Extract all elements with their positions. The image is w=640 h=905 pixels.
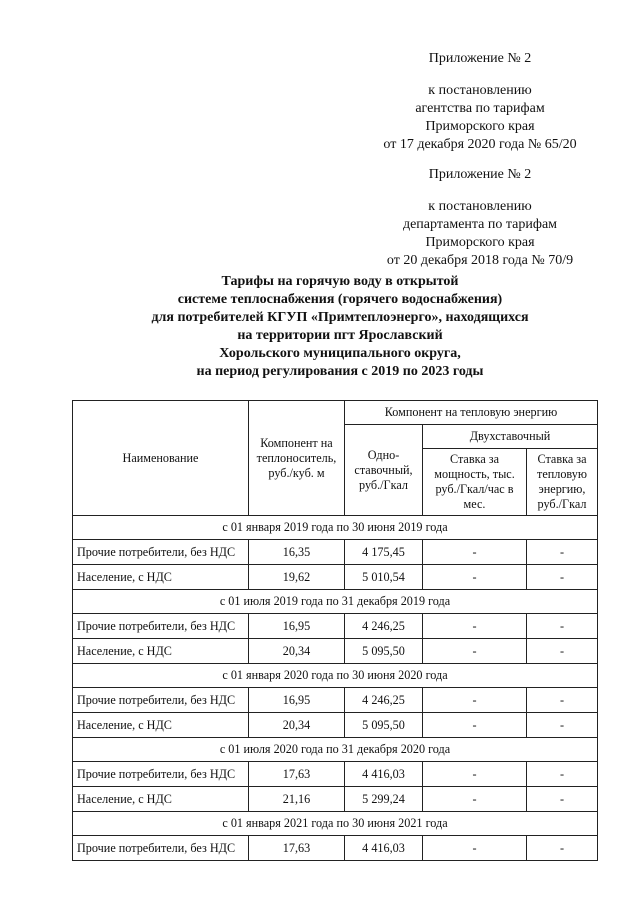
capacity-rate-cell: - <box>423 614 527 639</box>
one-rate-tariff-cell: 5 010,54 <box>345 565 423 590</box>
carrier-tariff-cell: 20,34 <box>249 713 345 738</box>
table-row <box>73 565 598 590</box>
energy-rate-cell: - <box>527 787 598 812</box>
header-carrier: Компонент на теплоноситель, руб./куб. м <box>249 401 345 516</box>
capacity-rate-cell: - <box>423 639 527 664</box>
title-line: для потребителей КГУП «Примтеплоэнерго», находящихся <box>151 310 529 325</box>
header-two-rate-group: Двухставочный <box>423 425 598 449</box>
period-row <box>73 812 598 836</box>
consumer-name-cell: Прочие потребители, без НДС <box>73 688 249 713</box>
title-line: Тарифы на горячую воду в открытой <box>221 274 459 289</box>
period-row <box>73 738 598 762</box>
one-rate-tariff-cell: 4 416,03 <box>345 762 423 787</box>
period-row <box>73 590 598 614</box>
energy-rate-cell: - <box>527 614 598 639</box>
energy-rate-cell: - <box>527 762 598 787</box>
period-row <box>73 664 598 688</box>
table-row <box>73 540 598 565</box>
capacity-rate-cell: - <box>423 762 527 787</box>
energy-rate-cell: - <box>527 639 598 664</box>
carrier-tariff-cell: 17,63 <box>249 762 345 787</box>
appendix-line: Приморского края <box>425 235 535 250</box>
appendix-line: от 17 декабря 2020 года № 65/20 <box>383 137 577 152</box>
table-row <box>73 787 598 812</box>
table-row <box>73 688 598 713</box>
one-rate-tariff-cell: 4 416,03 <box>345 836 423 861</box>
table-row <box>73 762 598 787</box>
header-capacity-rate: Ставка за мощность, тыс. руб./Гкал/час в мес. <box>423 449 527 516</box>
header-name: Наименование <box>73 401 249 516</box>
header-energy-rate: Ставка за тепловую энергию, руб./Гкал <box>527 449 598 516</box>
consumer-name-cell: Прочие потребители, без НДС <box>73 762 249 787</box>
header-energy-group: Компонент на тепловую энергию <box>345 401 598 425</box>
carrier-tariff-cell: 16,95 <box>249 614 345 639</box>
energy-rate-cell: - <box>527 565 598 590</box>
consumer-name-cell: Население, с НДС <box>73 713 249 738</box>
one-rate-tariff-cell: 4 246,25 <box>345 688 423 713</box>
document-title <box>90 273 590 381</box>
consumer-name-cell: Население, с НДС <box>73 565 249 590</box>
consumer-name-cell: Население, с НДС <box>73 787 249 812</box>
energy-rate-cell: - <box>527 688 598 713</box>
one-rate-tariff-cell: 4 246,25 <box>345 614 423 639</box>
carrier-tariff-cell: 16,95 <box>249 688 345 713</box>
table-row <box>73 836 598 861</box>
energy-rate-cell: - <box>527 836 598 861</box>
appendix-heading: Приложение № 2 <box>428 51 532 66</box>
carrier-tariff-cell: 21,16 <box>249 787 345 812</box>
period-label: с 01 января 2020 года по 30 июня 2020 года <box>73 664 598 688</box>
consumer-name-cell: Прочие потребители, без НДС <box>73 540 249 565</box>
appendix-line: к постановлению <box>428 83 532 98</box>
title-line: на период регулирования с 2019 по 2023 годы <box>196 364 484 379</box>
consumer-name-cell: Население, с НДС <box>73 639 249 664</box>
energy-rate-cell: - <box>527 713 598 738</box>
title-line: на территории пгт Ярославский <box>237 328 443 343</box>
one-rate-tariff-cell: 4 175,45 <box>345 540 423 565</box>
consumer-name-cell: Прочие потребители, без НДС <box>73 836 249 861</box>
consumer-name-cell: Прочие потребители, без НДС <box>73 614 249 639</box>
period-label: с 01 июля 2020 года по 31 декабря 2020 года <box>73 738 598 762</box>
appendix-block-agency <box>360 50 600 154</box>
carrier-tariff-cell: 16,35 <box>249 540 345 565</box>
capacity-rate-cell: - <box>423 836 527 861</box>
tariff-table-body <box>73 516 598 861</box>
title-line: системе теплоснабжения (горячего водоснабжения) <box>177 292 503 307</box>
period-label: с 01 января 2021 года по 30 июня 2021 года <box>73 812 598 836</box>
period-label: с 01 января 2019 года по 30 июня 2019 года <box>73 516 598 540</box>
carrier-tariff-cell: 19,62 <box>249 565 345 590</box>
energy-rate-cell: - <box>527 540 598 565</box>
carrier-tariff-cell: 17,63 <box>249 836 345 861</box>
capacity-rate-cell: - <box>423 787 527 812</box>
appendix-line: агентства по тарифам <box>415 101 545 116</box>
one-rate-tariff-cell: 5 299,24 <box>345 787 423 812</box>
table-row <box>73 713 598 738</box>
header-one-rate: Одно-ставочный, руб./Гкал <box>345 425 423 516</box>
capacity-rate-cell: - <box>423 713 527 738</box>
appendix-line: департамента по тарифам <box>402 217 558 232</box>
capacity-rate-cell: - <box>423 688 527 713</box>
appendix-block-department <box>360 166 600 270</box>
title-line: Хорольского муниципального округа, <box>219 346 461 361</box>
period-row <box>73 516 598 540</box>
carrier-tariff-cell: 20,34 <box>249 639 345 664</box>
appendix-heading: Приложение № 2 <box>428 167 532 182</box>
appendix-line: от 20 декабря 2018 года № 70/9 <box>386 253 574 268</box>
capacity-rate-cell: - <box>423 565 527 590</box>
one-rate-tariff-cell: 5 095,50 <box>345 639 423 664</box>
table-row <box>73 614 598 639</box>
appendix-line: к постановлению <box>428 199 532 214</box>
capacity-rate-cell: - <box>423 540 527 565</box>
tariff-table <box>72 400 598 861</box>
one-rate-tariff-cell: 5 095,50 <box>345 713 423 738</box>
period-label: с 01 июля 2019 года по 31 декабря 2019 года <box>73 590 598 614</box>
table-row <box>73 639 598 664</box>
appendix-line: Приморского края <box>425 119 535 134</box>
